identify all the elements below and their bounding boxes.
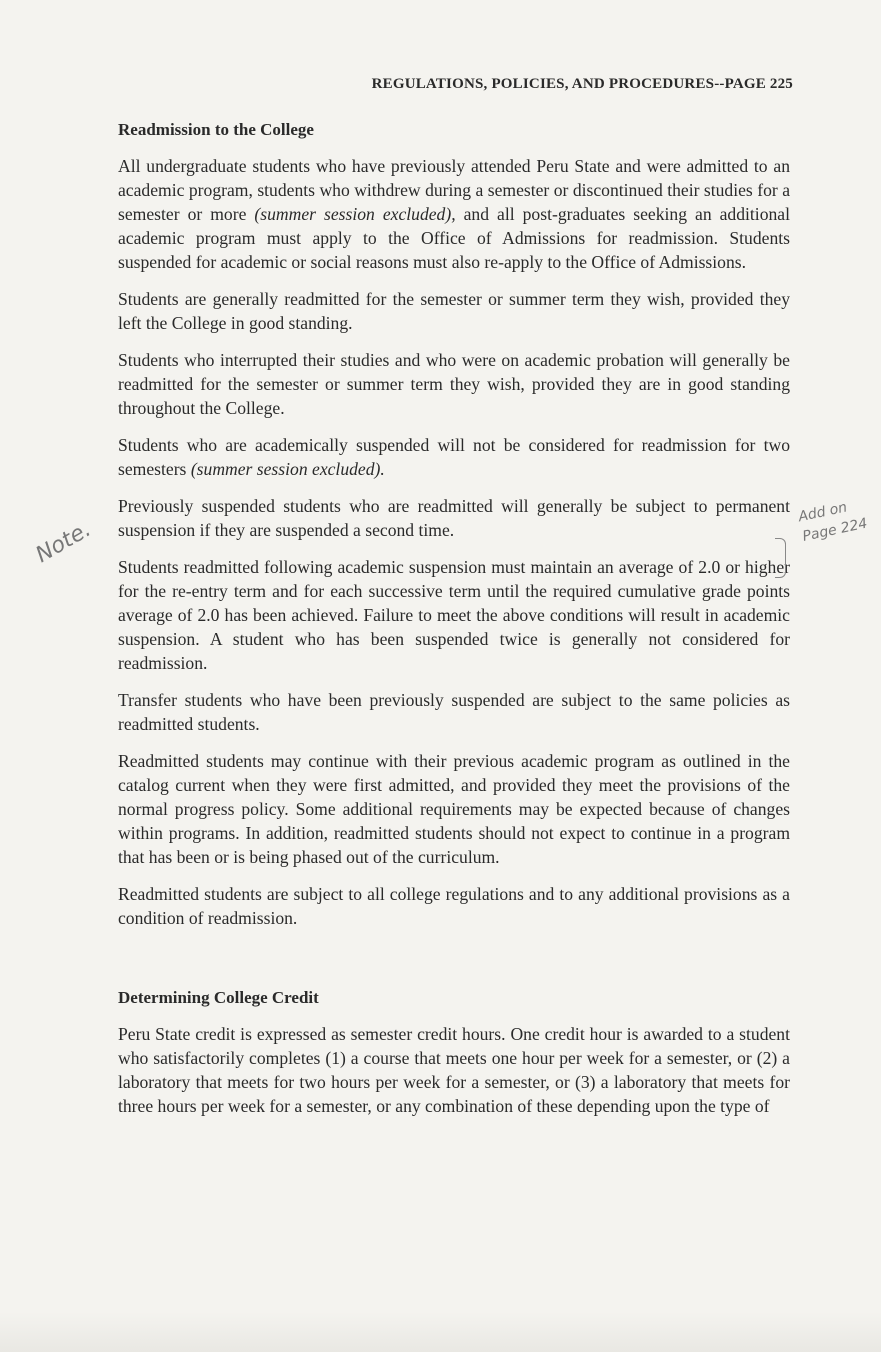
paragraph: All undergraduate students who have previously attended Peru State and were admitted to an academic program, students who withdrew during a semester or discontinued their studies for a semester or more (summer session excluded), and all post-graduates seeking an additional academic program must apply to the Office of Admissions for readmission. Students suspended for academic or social reasons must also re-apply to the Office of Admissions. — [118, 156, 790, 272]
paragraph: Previously suspended students who are readmitted will generally be subject to permanent suspension if they are suspended a second time. — [118, 496, 790, 540]
paragraph: Readmitted students may continue with their previous academic program as outlined in the catalog current when they were first admitted, and provided they meet the provisions of the normal progress policy. Some additional requirements may be expected because of changes within programs. In addition, readmitted students should not expect to continue in a program that has been or is being phased out of the curriculum. — [118, 751, 790, 867]
paragraph: Students who are academically suspended will not be considered for readmission for two semesters (summer session excluded). — [118, 435, 790, 479]
section-title-readmission: Readmission to the College — [118, 120, 314, 139]
paragraph: Transfer students who have been previously suspended are subject to the same policies as readmitted students. — [118, 690, 790, 734]
paragraph: Students who interrupted their studies and who were on academic probation will generally be readmitted for the semester or summer term they wish, provided they are in good standing throughout the College. — [118, 350, 790, 418]
paragraph: Students are generally readmitted for the semester or summer term they wish, provided they left the College in good standing. — [118, 289, 790, 333]
handwritten-note: Note. — [31, 516, 96, 569]
page-header: REGULATIONS, POLICIES, AND PROCEDURES--PAGE 225 — [371, 76, 793, 92]
page-bottom-shadow — [0, 1312, 881, 1352]
page-content — [118, 120, 790, 1131]
handwritten-margin-note: Add on Page 224 — [797, 499, 869, 545]
handwritten-bracket — [775, 538, 786, 578]
section-title-college-credit: Determining College Credit — [118, 988, 319, 1007]
paragraph: Students readmitted following academic suspension must maintain an average of 2.0 or higher for the re-entry term and for each successive term until the required cumulative grade points average of 2.0 has been achieved. Failure to meet the above conditions will result in academic suspension. A student who has been suspended twice is generally not considered for readmission. — [118, 557, 790, 673]
paragraph: Peru State credit is expressed as semester credit hours. One credit hour is awarded to a student who satisfactorily completes (1) a course that meets one hour per week for a semester, or (2) a laboratory that meets for two hours per week for a semester, or (3) a laboratory that meets for three hours per week for a semester, or any combination of these depending upon the type of — [118, 1024, 790, 1116]
paragraph: Readmitted students are subject to all college regulations and to any additional provisions as a condition of readmission. — [118, 884, 790, 928]
